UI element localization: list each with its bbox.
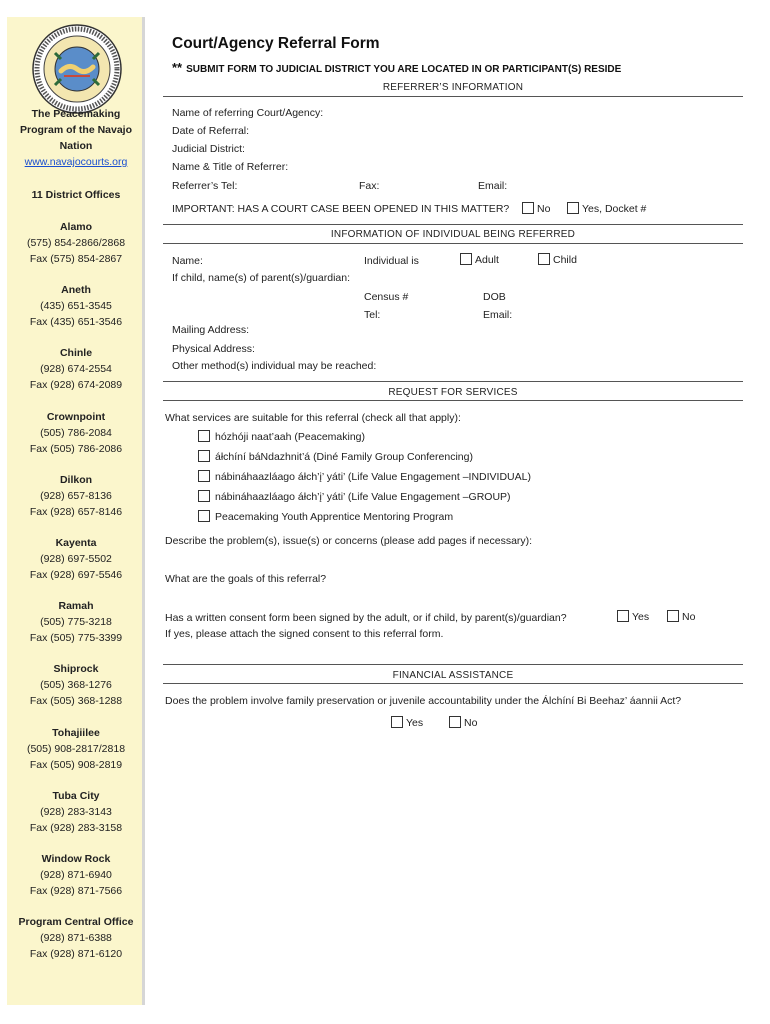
office-phone: (928) 657-8136 <box>40 489 112 502</box>
service-option-checkbox[interactable] <box>198 490 210 502</box>
office-name: Program Central Office <box>18 916 134 929</box>
individual-tel-label: Tel: <box>364 309 381 321</box>
court-case-no-checkbox[interactable] <box>522 202 534 214</box>
office-fax: Fax (928) 657-8146 <box>29 505 123 518</box>
org-name-line-2: Program of the Navajo <box>19 124 133 136</box>
financial-divider <box>163 683 743 684</box>
office-name: Crownpoint <box>46 410 106 423</box>
office-name: Window Rock <box>41 853 111 865</box>
subtitle-text: SUBMIT FORM TO JUDICIAL DISTRICT YOU ARE LOCATED IN OR PARTICIPANT(S) RESIDE <box>186 64 622 75</box>
services-section-heading: REQUEST FOR SERVICES <box>388 387 518 398</box>
judicial-district-label: Judicial District: <box>172 143 245 155</box>
form-subtitle <box>172 60 621 75</box>
office-fax: Fax (928) 871-6120 <box>29 948 123 961</box>
services-question: What services are suitable for this referral (check all that apply): <box>165 412 461 424</box>
referrer-email-label: Email: <box>478 180 508 192</box>
describe-problem-label: Describe the problem(s), issue(s) or concerns (please add pages if necessary): <box>165 535 533 547</box>
financial-yes-checkbox[interactable] <box>391 716 403 728</box>
service-option-label: Peacemaking Youth Apprentice Mentoring Program <box>215 511 454 523</box>
sidebar <box>7 17 145 1005</box>
office-fax: Fax (505) 775-3399 <box>29 632 123 645</box>
service-option-checkbox[interactable] <box>198 510 210 522</box>
office-fax: Fax (505) 368-1288 <box>29 695 123 708</box>
referral-goals-label: What are the goals of this referral? <box>165 573 327 585</box>
office-phone: (575) 854-2866/2868 <box>26 237 126 249</box>
services-top-divider <box>163 381 743 382</box>
consent-yes-option[interactable] <box>617 610 649 623</box>
service-option-label: hózhóji naat’aah (Peacemaking) <box>215 431 366 443</box>
service-option[interactable] <box>198 470 531 483</box>
offices-heading: 11 District Offices <box>31 189 121 201</box>
child-checkbox[interactable] <box>538 253 550 265</box>
office-name: Alamo <box>59 221 93 233</box>
consent-question: Has a written consent form been signed by the adult, or if child, by parent(s)/guardian? <box>165 612 567 624</box>
referrer-section-heading: REFERRER’S INFORMATION <box>382 82 524 93</box>
org-name-line-1: The Peacemaking <box>31 108 121 120</box>
office-fax: Fax (575) 854-2867 <box>29 253 123 265</box>
court-case-no-label: No <box>537 203 551 215</box>
physical-address-label: Physical Address: <box>172 343 255 355</box>
office-fax: Fax (928) 674-2089 <box>29 379 123 392</box>
individual-is-label: Individual is <box>364 255 419 267</box>
service-option[interactable] <box>198 490 511 503</box>
office-phone: (928) 283-3143 <box>40 805 112 818</box>
financial-question: Does the problem involve family preservation or juvenile accountability under the Álchíní Bi Beehaz’ áannii Act? <box>165 695 682 707</box>
org-name-line-3: Nation <box>59 140 93 152</box>
court-case-no-option[interactable] <box>522 202 550 215</box>
services-divider <box>163 400 743 401</box>
form-title: Court/Agency Referral Form <box>172 35 380 52</box>
office-name: Tuba City <box>52 789 100 802</box>
individual-section-heading: INFORMATION OF INDIVIDUAL BEING REFERRED <box>330 229 576 240</box>
child-label: Child <box>553 254 577 266</box>
adult-checkbox[interactable] <box>460 253 472 265</box>
referrer-divider <box>163 96 743 97</box>
adult-label: Adult <box>475 254 499 266</box>
office-fax: Fax (435) 651-3546 <box>29 316 123 329</box>
individual-name-label: Name: <box>172 255 203 267</box>
navajo-nation-seal-logo <box>31 23 123 115</box>
service-option[interactable] <box>198 430 365 443</box>
office-phone: (928) 697-5502 <box>40 553 112 565</box>
service-option[interactable] <box>198 510 453 523</box>
office-phone: (928) 674-2554 <box>40 363 112 376</box>
office-fax: Fax (928) 697-5546 <box>29 569 123 581</box>
service-option[interactable] <box>198 450 473 463</box>
consent-no-option[interactable] <box>667 610 695 623</box>
office-name: Tohajiilee <box>52 726 100 739</box>
consent-no-label: No <box>682 611 696 623</box>
individual-email-label: Email: <box>483 309 513 321</box>
service-option-label: áłchíní báNdazhnit’á (Diné Family Group Conferencing) <box>215 451 473 463</box>
office-fax: Fax (928) 283-3158 <box>29 821 123 834</box>
mailing-address-label: Mailing Address: <box>172 324 250 336</box>
consent-no-checkbox[interactable] <box>667 610 679 622</box>
office-phone: (505) 368-1276 <box>40 679 112 692</box>
financial-section-heading: FINANCIAL ASSISTANCE <box>392 670 514 681</box>
office-name: Chinle <box>59 347 93 360</box>
office-phone: (505) 786-2084 <box>40 426 112 439</box>
court-case-yes-label: Yes, Docket # <box>582 203 647 215</box>
office-phone: (928) 871-6388 <box>40 932 112 945</box>
census-label: Census # <box>364 291 409 303</box>
subtitle-stars: ** <box>172 60 183 75</box>
court-case-yes-option[interactable] <box>567 202 646 215</box>
individual-top-divider <box>163 224 743 225</box>
office-name: Aneth <box>61 284 91 297</box>
financial-top-divider <box>163 664 743 665</box>
child-option[interactable] <box>538 253 577 266</box>
other-methods-label: Other method(s) individual may be reached: <box>172 360 377 372</box>
website-link[interactable]: www.navajocourts.org <box>24 156 128 168</box>
office-name: Shiprock <box>53 663 99 676</box>
office-phone: (435) 651-3545 <box>40 300 112 313</box>
referral-date-label: Date of Referral: <box>172 125 250 137</box>
office-phone: (505) 775-3218 <box>40 616 112 629</box>
individual-divider <box>163 243 743 244</box>
service-option-label: nábináhaazláago áłch’į’ yáti’ (Life Value Engagement –GROUP) <box>215 491 511 503</box>
dob-label: DOB <box>483 291 506 303</box>
referrer-fax-label: Fax: <box>359 180 380 192</box>
office-name: Dilkon <box>59 473 93 486</box>
service-option-checkbox[interactable] <box>198 430 210 442</box>
service-option-label: nábináhaazláago áłch’į’ yáti’ (Life Value Engagement –INDIVIDUAL) <box>215 471 531 483</box>
office-fax: Fax (928) 871-7566 <box>29 885 123 897</box>
referrer-name-title-label: Name & Title of Referrer: <box>172 161 289 173</box>
financial-no-checkbox[interactable] <box>449 716 461 728</box>
office-phone: (505) 908-2817/2818 <box>26 742 126 755</box>
financial-no-option[interactable] <box>449 716 477 729</box>
consent-yes-checkbox[interactable] <box>617 610 629 622</box>
office-name: Ramah <box>58 600 94 613</box>
service-option-checkbox[interactable] <box>198 470 210 482</box>
financial-yes-label: Yes <box>406 717 424 729</box>
attach-consent-note: If yes, please attach the signed consent to this referral form. <box>165 628 444 640</box>
financial-yes-option[interactable] <box>391 716 423 729</box>
parents-label: If child, name(s) of parent(s)/guardian: <box>172 272 350 284</box>
adult-option[interactable] <box>460 253 499 266</box>
referring-agency-label: Name of referring Court/Agency: <box>172 107 324 119</box>
financial-no-label: No <box>464 717 478 729</box>
office-phone: (928) 871-6940 <box>40 869 112 881</box>
office-fax: Fax (505) 908-2819 <box>29 758 123 771</box>
consent-yes-label: Yes <box>632 611 650 623</box>
service-option-checkbox[interactable] <box>198 450 210 462</box>
court-case-yes-checkbox[interactable] <box>567 202 579 214</box>
office-fax: Fax (505) 786-2086 <box>29 442 123 455</box>
office-name: Kayenta <box>55 537 97 549</box>
court-case-question: IMPORTANT: HAS A COURT CASE BEEN OPENED IN THIS MATTER? <box>172 203 510 215</box>
referrer-tel-label: Referrer’s Tel: <box>172 180 238 192</box>
